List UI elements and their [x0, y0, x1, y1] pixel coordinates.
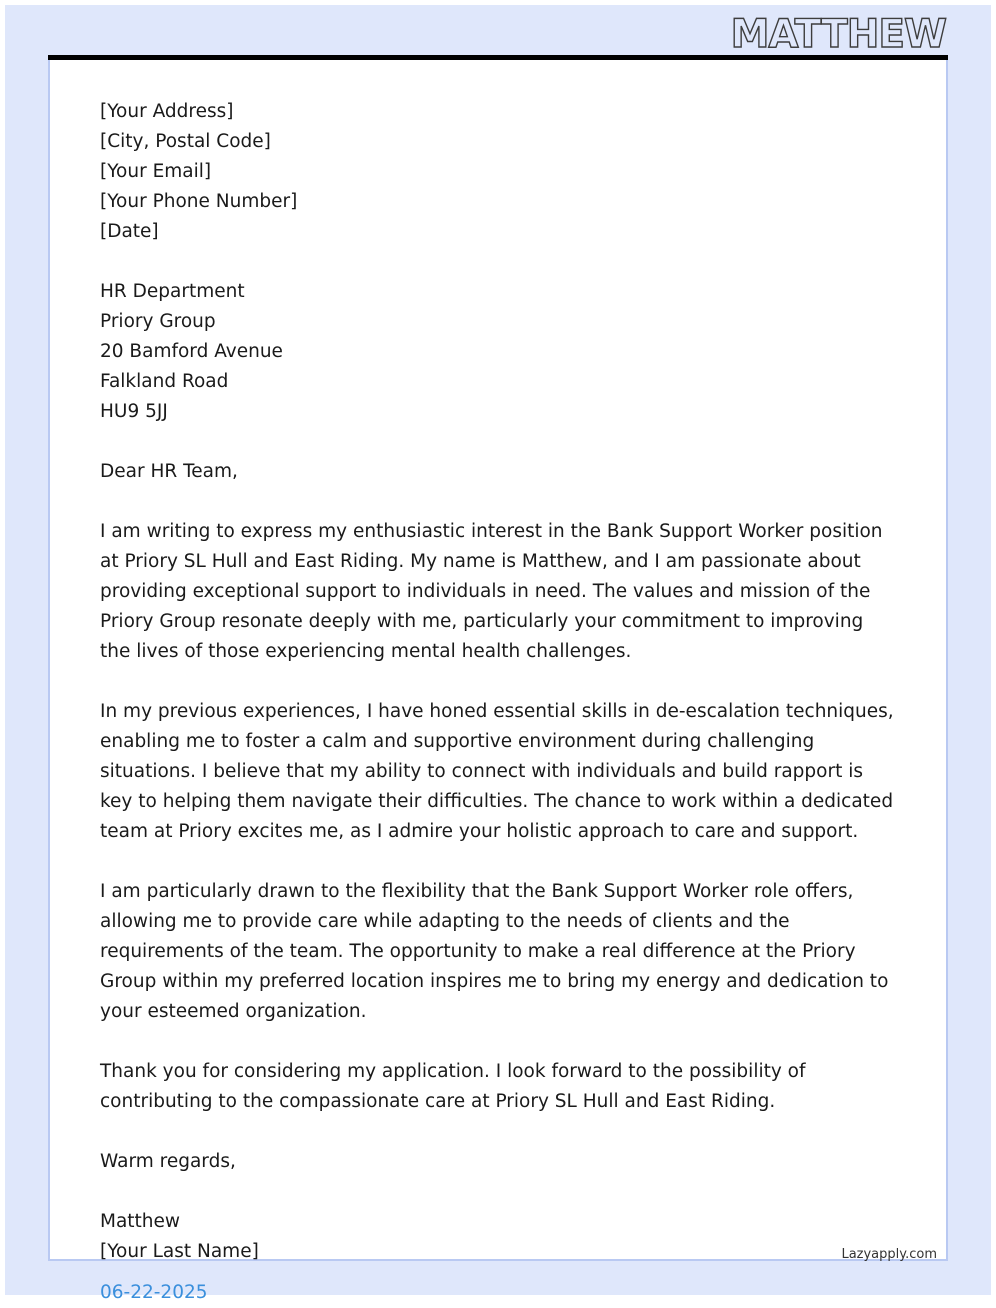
- sender-info: [100, 97, 900, 247]
- applicant-name-header: MATTHEW: [730, 12, 946, 57]
- sender-address: [Your Address]: [100, 101, 234, 122]
- paragraph-intro: I am writing to express my enthusiastic interest in the Bank Support Worker position at Priory SL Hull and East Riding. My name is Matthew, and I am passionate about providing exceptional support to individuals in need. The values and mission of the Priory Group resonate deeply with me, particularly your commitment to improving the lives of those experiencing mental health challenges.: [100, 521, 883, 662]
- sender-email: [Your Email]: [100, 161, 212, 182]
- sender-date: [Date]: [100, 221, 159, 242]
- recipient-street: 20 Bamford Avenue: [100, 341, 283, 362]
- salutation: Dear HR Team,: [100, 461, 238, 482]
- recipient-postcode: HU9 5JJ: [100, 401, 168, 422]
- cover-letter-body: [100, 97, 900, 1267]
- sender-phone: [Your Phone Number]: [100, 191, 298, 212]
- paragraph-flexibility: I am particularly drawn to the flexibility that the Bank Support Worker role offers, allowing me to provide care while adapting to the needs of clients and the requirements of the team. The opportunity to make a real difference at the Priory Group within my preferred location inspires me to bring my energy and dedication to your esteemed organization.: [100, 881, 889, 1022]
- sender-city-postal: [City, Postal Code]: [100, 131, 271, 152]
- recipient-department: HR Department: [100, 281, 245, 302]
- recipient-company: Priory Group: [100, 311, 216, 332]
- footer-date: 06-22-2025: [100, 1282, 208, 1303]
- signature-last-name: [Your Last Name]: [100, 1241, 259, 1262]
- lazyapply-watermark: Lazyapply.com: [841, 1247, 937, 1262]
- closing: Warm regards,: [100, 1151, 236, 1172]
- paragraph-thanks: Thank you for considering my application. I look forward to the possibility of contributing to the compassionate care at Priory SL Hull and East Riding.: [100, 1061, 806, 1112]
- signature-block: [100, 1207, 900, 1267]
- recipient-road: Falkland Road: [100, 371, 229, 392]
- paragraph-experience: In my previous experiences, I have honed essential skills in de-escalation techniques, enabling me to foster a calm and supportive environment during challenging situations. I believe that my ability to connect with individuals and build rapport is key to helping them navigate their difficulties. The chance to work within a dedicated team at Priory excites me, as I admire your holistic approach to care and support.: [100, 701, 894, 842]
- signature-first-name: Matthew: [100, 1211, 181, 1232]
- recipient-info: [100, 277, 900, 427]
